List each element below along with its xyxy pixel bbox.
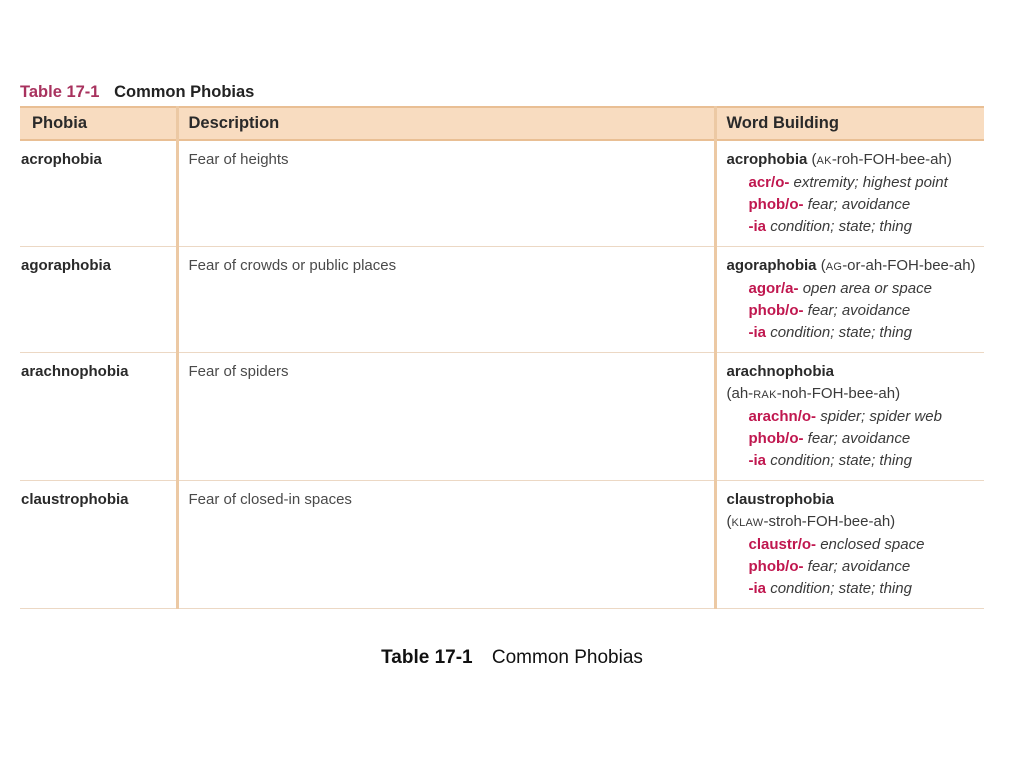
phobia-name: agoraphobia — [20, 247, 177, 353]
phobia-name: acrophobia — [20, 140, 177, 247]
word-part-meaning: fear; avoidance — [807, 558, 911, 575]
word-building-cell — [715, 353, 984, 481]
word-part-meaning: condition; state; thing — [770, 324, 912, 341]
word-part-meaning: spider; spider web — [820, 408, 942, 425]
word-part-name: -ia — [748, 580, 767, 597]
word-part-name: phob/o- — [748, 430, 804, 447]
pron-rest: -roh-FOH-bee-ah) — [831, 151, 952, 168]
word-part-meaning: fear; avoidance — [807, 302, 911, 319]
word-part-meaning: fear; avoidance — [807, 196, 911, 213]
header-word-building: Word Building — [715, 107, 984, 140]
pron-rest: -noh-FOH-bee-ah) — [776, 385, 901, 402]
term-line — [727, 255, 981, 278]
word-part-meaning: open area or space — [802, 280, 932, 297]
header-phobia: Phobia — [20, 107, 177, 140]
table-row — [20, 353, 984, 481]
word-part — [727, 322, 981, 344]
word-part-name: claustr/o- — [748, 536, 817, 553]
phobia-description: Fear of crowds or public places — [177, 247, 715, 353]
table-row — [20, 481, 984, 609]
pron-rest: -or-ah-FOH-bee-ah) — [842, 257, 976, 274]
word-part — [727, 556, 981, 578]
table-row — [20, 140, 984, 247]
table-title — [20, 78, 984, 106]
pron-open: ( — [820, 257, 826, 274]
table-title-number: Table 17-1 — [20, 83, 100, 101]
word-part-name: -ia — [748, 452, 767, 469]
word-building-cell — [715, 140, 984, 247]
phobia-name: arachnophobia — [20, 353, 177, 481]
word-part-name: -ia — [748, 218, 767, 235]
phobia-table-container — [20, 78, 984, 609]
word-part-name: -ia — [748, 324, 767, 341]
caption-text: Common Phobias — [491, 647, 643, 668]
word-part-name: agor/a- — [748, 280, 799, 297]
header-row — [20, 107, 984, 140]
word-part-name: phob/o- — [748, 196, 804, 213]
word-building-cell — [715, 481, 984, 609]
word-part-name: acr/o- — [748, 174, 790, 191]
pronunciation — [821, 257, 976, 274]
pronunciation — [727, 511, 981, 534]
pronunciation — [727, 383, 981, 406]
table-row — [20, 247, 984, 353]
word-part-meaning: condition; state; thing — [770, 218, 912, 235]
term: acrophobia — [726, 151, 808, 168]
word-part — [727, 216, 981, 238]
term-line — [727, 149, 981, 172]
word-part-meaning: enclosed space — [820, 536, 925, 553]
word-part — [727, 428, 981, 450]
word-part-meaning: extremity; highest point — [793, 174, 948, 191]
term: arachnophobia — [726, 363, 835, 380]
word-part-name: phob/o- — [748, 558, 804, 575]
term: claustrophobia — [726, 491, 835, 508]
word-part — [727, 534, 981, 556]
word-part-name: phob/o- — [748, 302, 804, 319]
word-part — [727, 278, 981, 300]
word-part — [727, 578, 981, 600]
pron-rest: -stroh-FOH-bee-ah) — [763, 513, 896, 530]
caption-number: Table 17-1 — [381, 647, 473, 668]
phobia-description: Fear of closed-in spaces — [177, 481, 715, 609]
phobia-table — [20, 106, 984, 609]
word-part — [727, 194, 981, 216]
pron-stressed: AK — [816, 155, 832, 167]
pron-stressed: RAK — [753, 389, 777, 401]
phobia-description: Fear of spiders — [177, 353, 715, 481]
header-description: Description — [177, 107, 715, 140]
word-part-meaning: condition; state; thing — [770, 452, 912, 469]
word-part-meaning: condition; state; thing — [770, 580, 912, 597]
word-part — [727, 300, 981, 322]
table-title-text: Common Phobias — [114, 83, 255, 101]
phobia-name: claustrophobia — [20, 481, 177, 609]
pron-open: ( — [726, 513, 732, 530]
word-part — [727, 406, 981, 428]
word-part — [727, 172, 981, 194]
term: agoraphobia — [726, 257, 817, 274]
word-part — [727, 450, 981, 472]
word-part-name: arachn/o- — [748, 408, 817, 425]
pron-open: (ah- — [726, 385, 754, 402]
pron-stressed: AG — [825, 261, 843, 273]
slide-caption — [0, 647, 1024, 669]
phobia-description: Fear of heights — [177, 140, 715, 247]
pron-stressed: KLAW — [731, 517, 764, 529]
pron-open: ( — [811, 151, 817, 168]
word-part-meaning: fear; avoidance — [807, 430, 911, 447]
word-building-cell — [715, 247, 984, 353]
pronunciation — [812, 151, 952, 168]
